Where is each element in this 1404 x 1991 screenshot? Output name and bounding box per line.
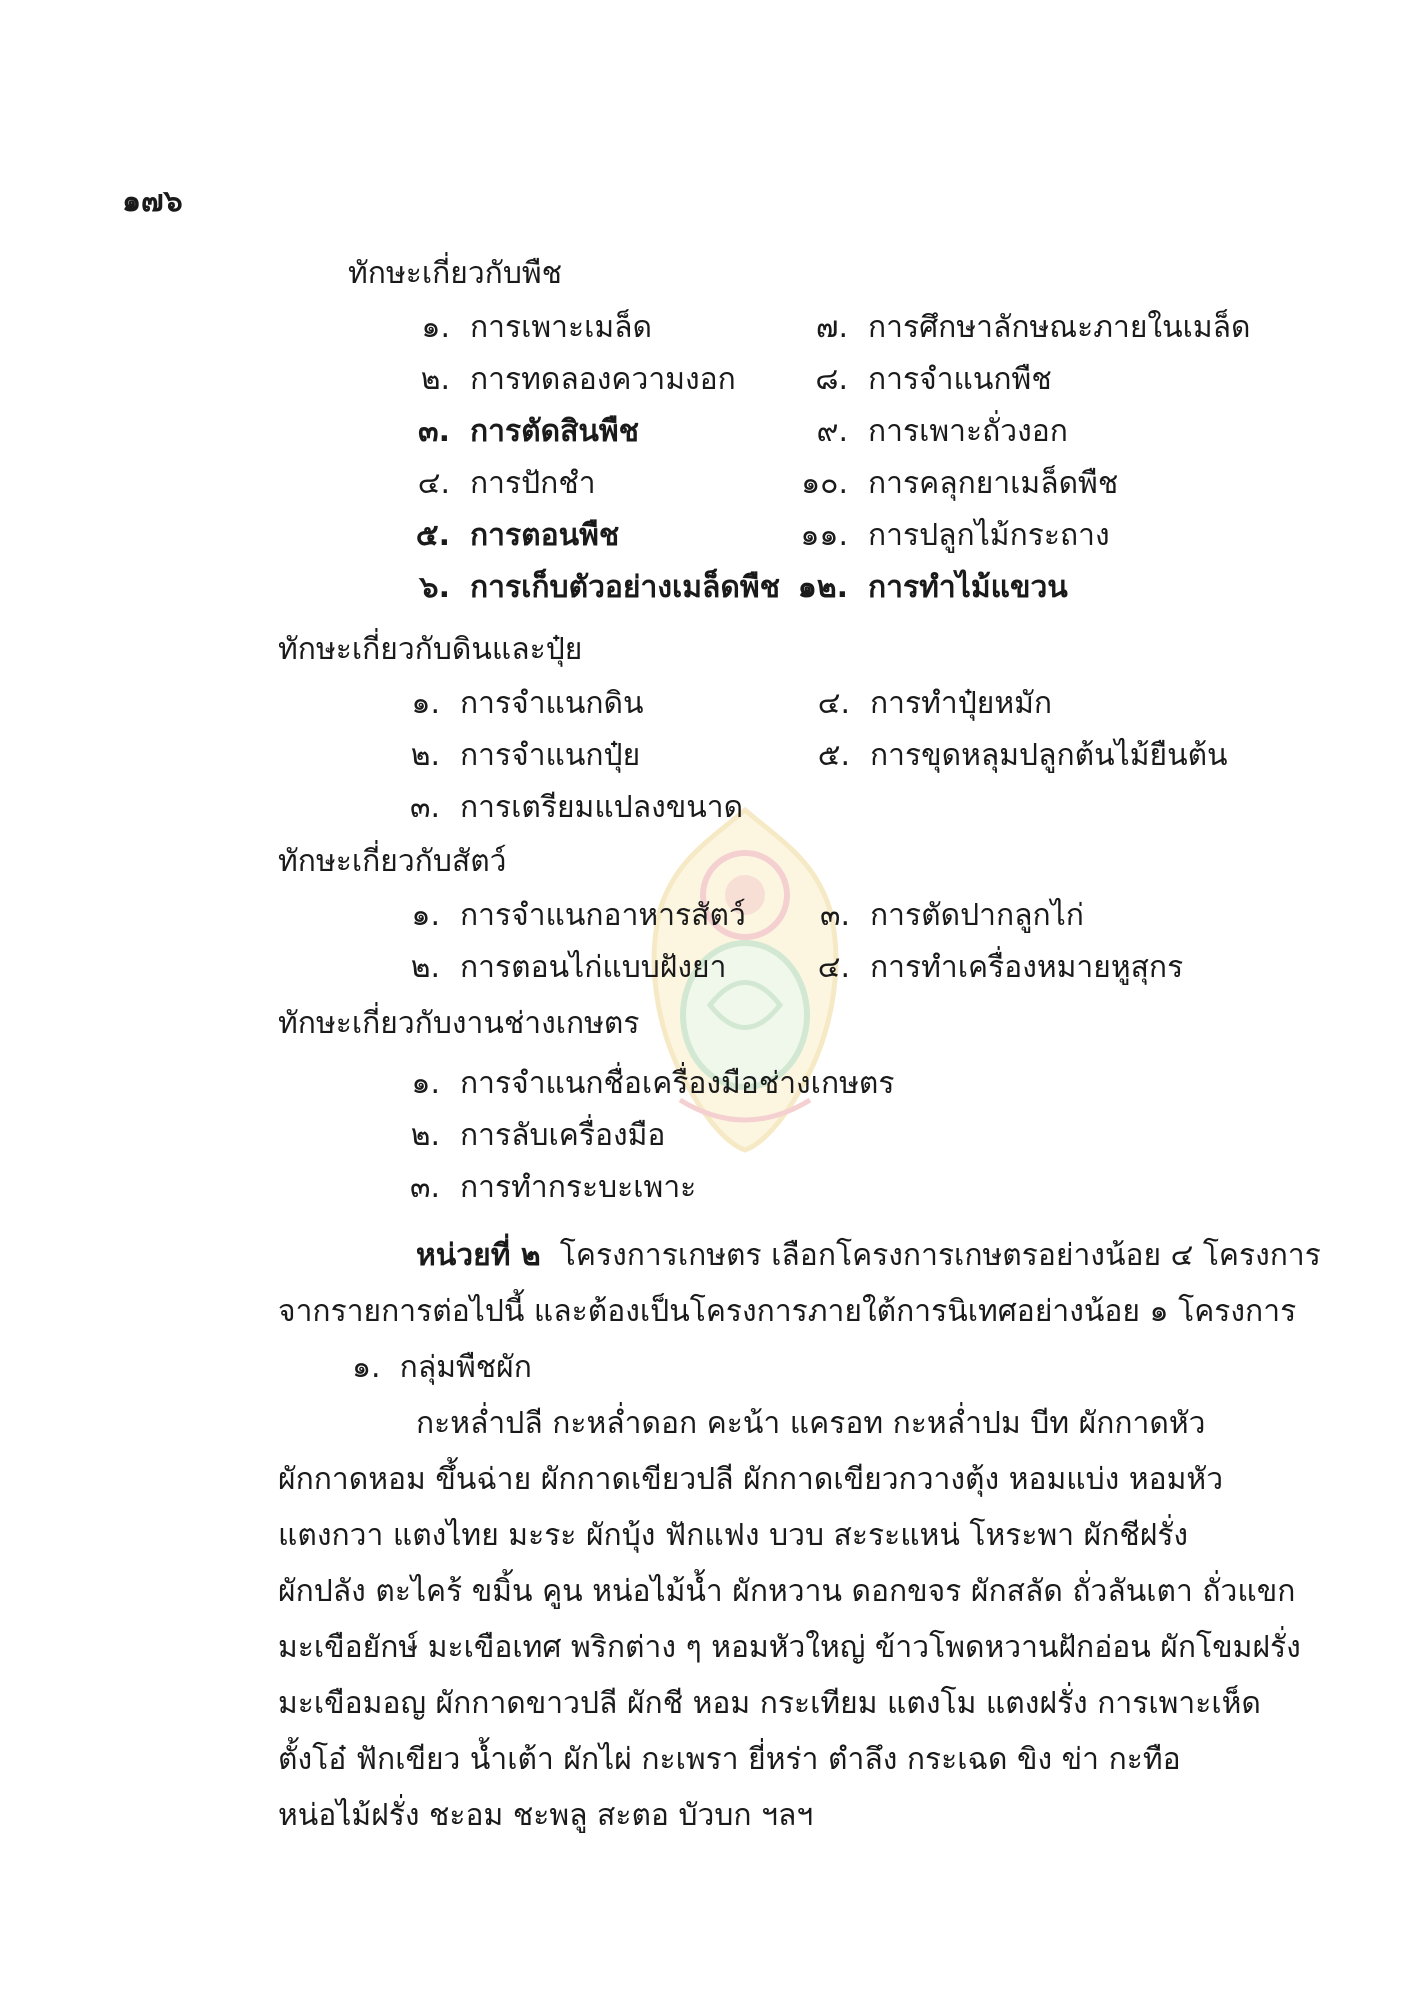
unit-line-2: จากรายการต่อไปนี้ และต้องเป็นโครงการภายใต้การนิเทศอย่างน้อย ๑ โครงการ <box>278 1294 1297 1329</box>
veg-line: มะเขือมอญ ผักกาดขาวปลี ผักชี หอม กระเทียม แตงโม แตงฝรั่ง การเพาะเห็ด <box>278 1686 1261 1721</box>
unit-title: หน่วยที่ ๒ <box>416 1238 541 1273</box>
list-item: ๒. การจำแนกปุ๋ย <box>410 738 641 773</box>
list-item: ๒. การทดลองความงอก <box>420 362 736 397</box>
veg-line: มะเขือยักษ์ มะเขือเทศ พริกต่าง ๆ หอมหัวใหญ่ ข้าวโพดหวานฝักอ่อน ผักโขมฝรั่ง <box>278 1630 1301 1665</box>
list-item: ๗. การศึกษาลักษณะภายในเมล็ด <box>815 310 1251 345</box>
veg-line: หน่อไม้ฝรั่ง ชะอม ชะพลู สะตอ บัวบก ฯลฯ <box>278 1798 814 1833</box>
list-item: ๑๒. การทำไม้แขวน <box>797 570 1068 605</box>
list-item: ๓. การเตรียมแปลงขนาด <box>409 790 744 825</box>
list-item: ๔. การทำเครื่องหมายหูสุกร <box>817 950 1184 985</box>
list-item: ๓. การตัดสินพืช <box>418 414 640 449</box>
section-heading-animals: ทักษะเกี่ยวกับสัตว์ <box>278 844 507 879</box>
list-item: ๓. การตัดปากลูกไก่ <box>819 898 1084 933</box>
list-item: ๓. การทำกระบะเพาะ <box>409 1170 697 1205</box>
list-item: ๙. การเพาะถั่วงอก <box>816 414 1068 449</box>
veg-line: แตงกวา แตงไทย มะระ ผักบุ้ง ฟักแฟง บวบ สะระแหน่ โหระพา ผักชีฝรั่ง <box>278 1518 1189 1553</box>
section-heading-tools: ทักษะเกี่ยวกับงานช่างเกษตร <box>278 1006 640 1041</box>
list-item: ๘. การจำแนกพืช <box>815 362 1052 397</box>
list-item: ๕. การขุดหลุมปลูกต้นไม้ยืนต้น <box>817 738 1228 773</box>
list-item: ๒. การลับเครื่องมือ <box>410 1118 666 1153</box>
list-item: ๔. การทำปุ๋ยหมัก <box>817 686 1053 721</box>
list-item: ๑๑. การปลูกไม้กระถาง <box>800 518 1110 553</box>
section-heading-plants: ทักษะเกี่ยวกับพืช <box>348 256 563 291</box>
veg-line: ผักปลัง ตะไคร้ ขมิ้น คูน หน่อไม้น้ำ ผักหวาน ดอกขจร ผักสลัด ถั่วลันเตา ถั่วแขก <box>278 1574 1296 1609</box>
unit-line-1: หน่วยที่ ๒ โครงการเกษตร เลือกโครงการเกษตรอย่างน้อย ๔ โครงการ <box>416 1238 1321 1273</box>
section-heading-soil: ทักษะเกี่ยวกับดินและปุ๋ย <box>278 632 583 667</box>
list-item: ๑. การจำแนกดิน <box>411 686 644 721</box>
list-item: ๑. การเพาะเมล็ด <box>421 310 653 345</box>
list-item: ๑๐. การคลุกยาเมล็ดพืช <box>801 466 1119 501</box>
list-item: ๖. การเก็บตัวอย่างเมล็ดพืช <box>419 570 781 605</box>
page-number: ๑๗๖ <box>122 184 183 219</box>
list-item: ๒. การตอนไก่แบบฝังยา <box>410 950 727 985</box>
veg-line: ผักกาดหอม ขึ้นฉ่าย ผักกาดเขียวปลี ผักกาดเขียวกวางตุ้ง หอมแบ่ง หอมหัว <box>278 1462 1224 1497</box>
list-item: ๑. การจำแนกชื่อเครื่องมือช่างเกษตร <box>411 1066 895 1101</box>
veg-line: ตั้งโอ๋ ฟักเขียว น้ำเต้า ผักไผ่ กะเพรา ยี่หร่า ตำลึง กระเฉด ขิง ข่า กะทือ <box>278 1742 1181 1777</box>
list-item: ๕. การตอนพืช <box>415 518 620 553</box>
list-item: ๔. การปักชำ <box>417 466 596 501</box>
list-item: ๑. การจำแนกอาหารสัตว์ <box>411 898 746 933</box>
veg-line: กะหล่ำปลี กะหล่ำดอก คะน้า แครอท กะหล่ำปม บีท ผักกาดหัว <box>416 1406 1206 1441</box>
group-heading: ๑. กลุ่มพืชผัก <box>352 1350 532 1385</box>
